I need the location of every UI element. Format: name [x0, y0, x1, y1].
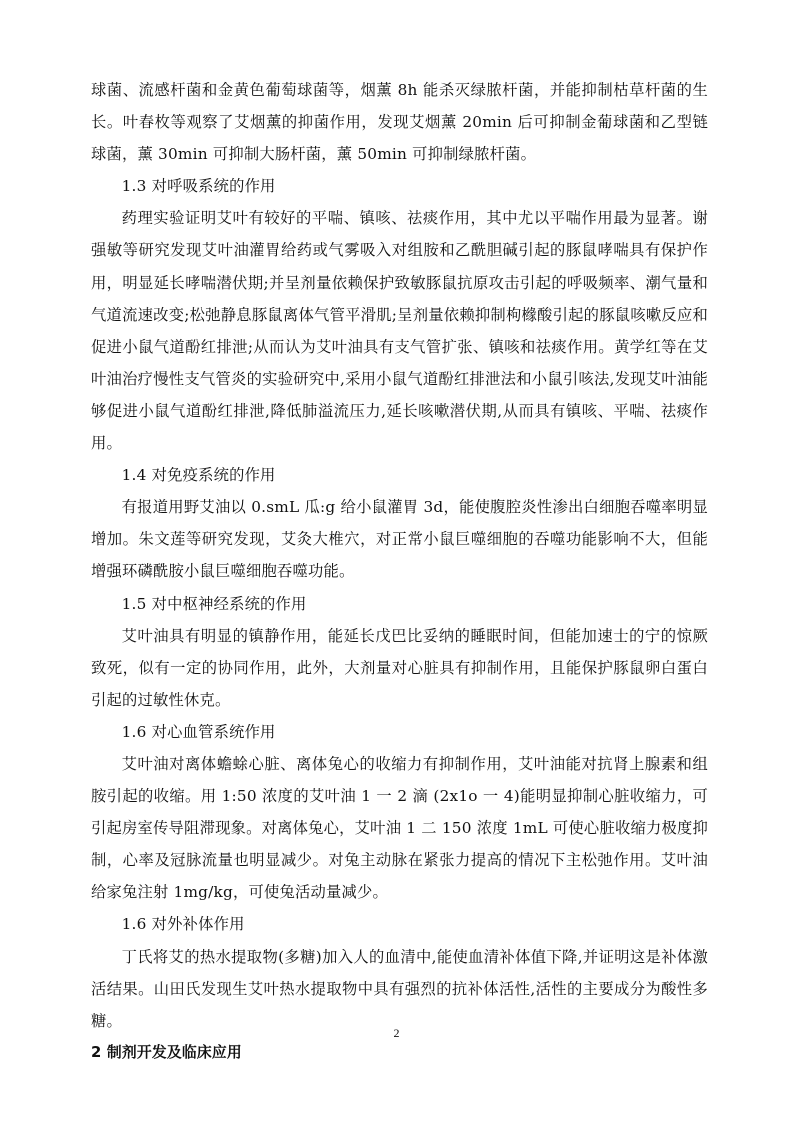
- paragraph-respiratory-system: 药理实验证明艾叶有较好的平喘、镇咳、祛痰作用，其中尤以平喘作用最为显著。谢强敏等研究发现艾叶油灌胃给药或气雾吸入对组胺和乙酰胆碱引起的豚鼠哮喘具有保护作用，明显延长哮喘潜伏期;并呈剂量依赖保护致敏豚鼠抗原攻击引起的呼吸频率、潮气量和气道流速改变;松弛静息豚鼠离体气管平滑肌;呈剂量依赖抑制枸橼酸引起的豚鼠咳嗽反应和促进小鼠气道酚红排泄;从而认为艾叶油具有支气管扩张、镇咳和祛痰作用。黄学红等在艾叶油治疗慢性支气管炎的实验研究中,采用小鼠气道酚红排泄法和小鼠引咳法,发现艾叶油能够促进小鼠气道酚红排泄,降低肺溢流压力,延长咳嗽潜伏期,从而具有镇咳、平喘、祛痰作用。: [91, 209, 708, 453]
- paragraph-cardiovascular-system: 艾叶油对离体蟾蜍心脏、离体兔心的收缩力有抑制作用，艾叶油能对抗肾上腺素和组胺引起的收缩。用 1:50 浓度的艾叶油 1 一 2 滴 (2x1o 一 4)能明显抑制心脏收缩力，可引起房室传导阻滞现象。对离体兔心，艾叶油 1 二 150 浓度 1mL 可使心脏收缩力极度抑制，心率及冠脉流量也明显减少。对兔主动脉在紧张力提高的情况下主松弛作用。艾叶油给家兔注射 1mg/kg，可使兔活动量减少。: [91, 754, 708, 902]
- heading-central-nervous-system: 1.5 对中枢神经系统的作用: [121, 594, 307, 613]
- heading-section-2: 2 制剂开发及临床应用: [91, 1043, 242, 1061]
- paragraph-central-nervous-system: 艾叶油具有明显的镇静作用，能延长戊巴比妥纳的睡眠时间，但能加速士的宁的惊厥致死，似有一定的协同作用，此外，大剂量对心脏具有抑制作用，且能保护豚鼠卵白蛋白引起的过敏性休克。: [91, 626, 708, 709]
- paragraph-immune-system: 有报道用野艾油以 0.smL 瓜:g 给小鼠灌胃 3d，能使腹腔炎性渗出白细胞吞噬率明显增加。朱文莲等研究发现，艾灸大椎穴，对正常小鼠巨噬细胞的吞噬功能影响不大，但能增强环磷酰胺小鼠巨噬细胞吞噬功能。: [91, 498, 708, 581]
- heading-respiratory-system: 1.3 对呼吸系统的作用: [121, 177, 276, 196]
- paragraph-antibacterial-continued: 球菌、流感杆菌和金黄色葡萄球菌等，烟薰 8h 能杀灭绿脓杆菌，并能抑制枯草杆菌的生长。叶春枚等观察了艾烟薰的抑菌作用，发现艾烟薰 20min 后可抑制金葡球菌和乙型链球菌，薰 30min 可抑制大肠杆菌，薰 50min 可抑制绿脓杆菌。: [91, 81, 708, 164]
- paragraph-complement: 丁氏将艾的热水提取物(多糖)加入人的血清中,能使血清补体值下降,并证明这是补体激活结果。山田氏发现生艾叶热水提取物中具有强烈的抗补体活性,活性的主要成分为酸性多糖。: [91, 947, 708, 1030]
- heading-immune-system: 1.4 对免疫系统的作用: [121, 466, 276, 485]
- document-body: [91, 74, 708, 1069]
- heading-complement: 1.6 对外补体作用: [121, 915, 245, 934]
- page-number: 2: [393, 1026, 400, 1040]
- heading-cardiovascular-system: 1.6 对心血管系统作用: [121, 722, 276, 741]
